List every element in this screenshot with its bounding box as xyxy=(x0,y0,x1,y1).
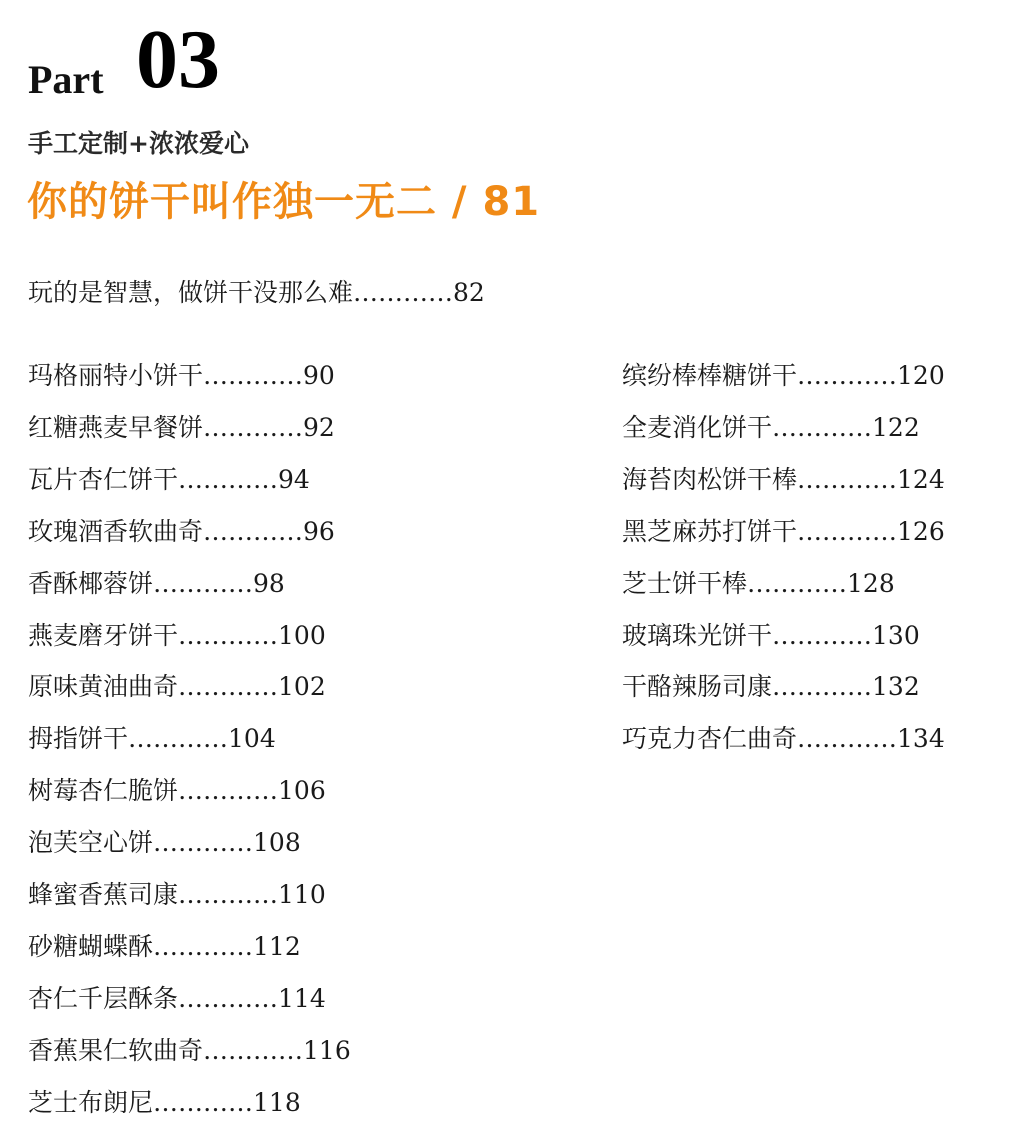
part-label: Part xyxy=(28,57,104,102)
toc-entry[interactable] xyxy=(28,413,335,443)
toc-entry-page: 104 xyxy=(228,724,276,754)
toc-entry[interactable] xyxy=(28,517,335,547)
toc-leader-dots: ………… xyxy=(178,983,279,1013)
toc-entry-page: 114 xyxy=(278,983,326,1013)
toc-entry[interactable] xyxy=(28,776,326,806)
toc-entry[interactable] xyxy=(28,465,310,495)
toc-entry-page: 122 xyxy=(872,412,920,442)
toc-entry[interactable] xyxy=(28,880,326,910)
toc-entry-page: 134 xyxy=(897,724,945,754)
toc-entry-name: 蜂蜜香蕉司康 xyxy=(28,880,179,909)
toc-entry-name: 芝士布朗尼 xyxy=(28,1087,154,1117)
toc-entry-name: 泡芙空心饼 xyxy=(28,828,154,858)
toc-entry[interactable] xyxy=(28,984,326,1014)
toc-entry[interactable] xyxy=(622,361,945,391)
toc-leader-dots: ………… xyxy=(153,568,254,598)
toc-entry-page: 116 xyxy=(303,1035,351,1065)
toc-entry-name: 缤纷棒棒糖饼干 xyxy=(622,361,798,390)
toc-entry[interactable] xyxy=(28,828,301,858)
toc-entry-page: 126 xyxy=(897,516,945,546)
toc-entry-name: 原味黄油曲奇 xyxy=(28,672,179,702)
toc-entry-name: 海苔肉松饼干棒 xyxy=(622,464,798,494)
toc-entry-name: 干酪辣肠司康 xyxy=(622,672,773,702)
section-title: 你的饼干叫作独一无二 / 81 xyxy=(27,179,541,225)
toc-leader-dots: ………… xyxy=(178,620,279,650)
section-subtitle: 手工定制+浓浓爱心 xyxy=(28,129,249,158)
toc-entry[interactable] xyxy=(28,724,276,754)
toc-leader-dots: ………… xyxy=(203,361,304,390)
toc-entry-name: 香蕉果仁软曲奇 xyxy=(28,1035,204,1065)
toc-entry-page: 94 xyxy=(278,464,310,494)
toc-leader-dots: ………… xyxy=(203,516,304,546)
toc-leader-dots: ………… xyxy=(797,516,898,546)
toc-entry[interactable] xyxy=(622,724,945,754)
toc-leader-dots: ………… xyxy=(772,620,873,650)
toc-leader-dots: ………… xyxy=(353,278,454,307)
toc-entry-page: 82 xyxy=(453,278,485,307)
toc-entry-page: 96 xyxy=(303,516,335,546)
toc-entry[interactable] xyxy=(28,1088,301,1118)
toc-entry-name: 香酥椰蓉饼 xyxy=(28,568,154,598)
toc-entry[interactable] xyxy=(28,569,285,599)
toc-entry[interactable] xyxy=(28,1036,351,1066)
toc-entry-name: 瓦片杏仁饼干 xyxy=(28,464,179,494)
toc-leader-dots: ………… xyxy=(203,412,304,442)
toc-entry-page: 106 xyxy=(278,776,326,806)
toc-entry-name: 杏仁千层酥条 xyxy=(28,983,179,1013)
toc-entry-name: 燕麦磨牙饼干 xyxy=(28,620,179,650)
toc-entry-name: 黑芝麻苏打饼干 xyxy=(622,516,798,546)
toc-leader-dots: ………… xyxy=(128,724,229,754)
toc-leader-dots: ………… xyxy=(797,361,898,390)
toc-entry-name: 玩的是智慧，做饼干没那么难 xyxy=(28,278,354,307)
toc-entry[interactable] xyxy=(622,413,920,443)
toc-entry-name: 巧克力杏仁曲奇 xyxy=(622,724,798,754)
toc-entry-page: 92 xyxy=(303,412,335,442)
toc-entry[interactable] xyxy=(622,672,920,702)
toc-entry-page: 128 xyxy=(847,568,895,598)
toc-entry-page: 124 xyxy=(897,464,945,494)
toc-entry-page: 100 xyxy=(278,620,326,650)
toc-leader-dots: ………… xyxy=(797,464,898,494)
toc-leader-dots: ………… xyxy=(178,672,279,702)
toc-entry-page: 132 xyxy=(872,672,920,702)
toc-leader-dots: ………… xyxy=(178,464,279,494)
toc-entry-page: 112 xyxy=(253,931,301,961)
toc-leader-dots: ………… xyxy=(797,724,898,754)
toc-entry-name: 芝士饼干棒 xyxy=(622,568,748,598)
toc-entry-name: 玻璃珠光饼干 xyxy=(622,620,773,650)
toc-entry-page: 118 xyxy=(253,1087,301,1117)
toc-entry-name: 全麦消化饼干 xyxy=(622,412,773,442)
toc-entry-name: 树莓杏仁脆饼 xyxy=(28,776,179,806)
toc-entry[interactable] xyxy=(622,465,945,495)
toc-entry-name: 红糖燕麦早餐饼 xyxy=(28,412,204,442)
toc-entry[interactable] xyxy=(622,621,920,651)
toc-entry-page: 130 xyxy=(872,620,920,650)
toc-entry[interactable] xyxy=(28,672,326,702)
toc-leader-dots: ………… xyxy=(153,931,254,961)
toc-leader-dots: ………… xyxy=(772,412,873,442)
toc-entry-name: 玫瑰酒香软曲奇 xyxy=(28,516,204,546)
toc-entry-page: 110 xyxy=(278,880,326,909)
toc-entry-name: 拇指饼干 xyxy=(28,724,129,754)
toc-leader-dots: ………… xyxy=(203,1035,304,1065)
toc-entry-page: 90 xyxy=(303,361,335,390)
toc-entry-page: 108 xyxy=(253,828,301,858)
toc-entry-name: 玛格丽特小饼干 xyxy=(28,361,204,390)
toc-leader-dots: ………… xyxy=(153,1087,254,1117)
toc-entry-name: 砂糖蝴蝶酥 xyxy=(28,931,154,961)
toc-leader-dots: ………… xyxy=(153,828,254,858)
toc-leader-dots: ………… xyxy=(772,672,873,702)
toc-leader-dots: ………… xyxy=(178,776,279,806)
toc-entry-intro[interactable] xyxy=(28,278,485,308)
toc-entry[interactable] xyxy=(28,932,301,962)
toc-leader-dots: ………… xyxy=(178,880,279,909)
part-number: 03 xyxy=(136,13,220,106)
toc-entry[interactable] xyxy=(622,569,895,599)
toc-entry[interactable] xyxy=(28,621,326,651)
toc-entry[interactable] xyxy=(28,361,335,391)
toc-entry[interactable] xyxy=(622,517,945,547)
toc-entry-page: 102 xyxy=(278,672,326,702)
toc-leader-dots: ………… xyxy=(747,568,848,598)
toc-entry-page: 120 xyxy=(897,361,945,390)
toc-entry-page: 98 xyxy=(253,568,285,598)
